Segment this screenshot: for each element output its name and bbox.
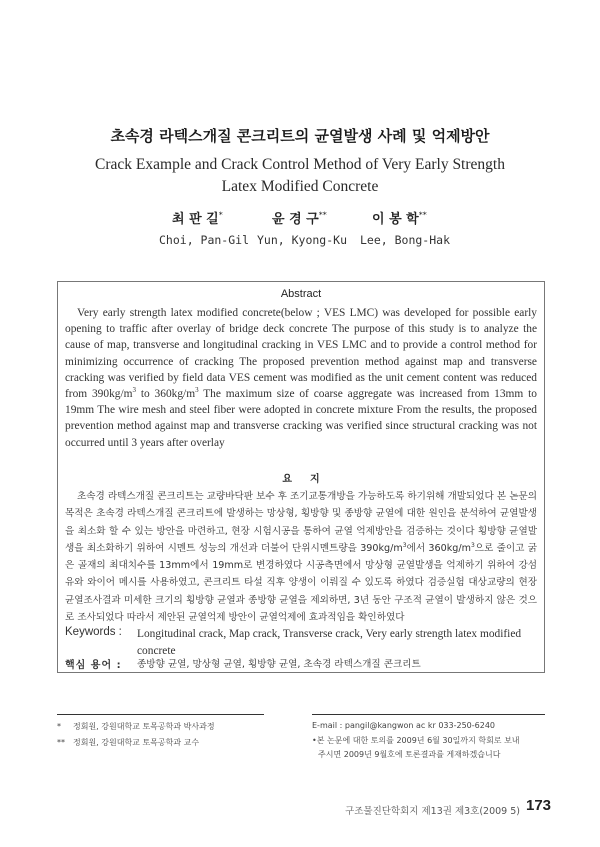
korean-abstract-body: 초속경 라텍스개질 콘크리트는 교량바닥판 보수 후 조기교통개방을 가능하도록 하기위해 개발되었다 본 논문의 목적은 초속경 라텍스개질 콘크리트에 발생하는 망상형, 횡방향 및 종방향 균열에 대한 원인을 분석하여 균열발생을 최소화 할 수 있는 방안을 마련하고, 현장 시험시공을 통하여 균열 억제방안을 검증하는 것이다 횡방향 균열발생을 최소화하기 위하여 시멘트 성능의 개선과 더불어 단위시멘트량을 $390kg/m^3$에서 $360kg/m^3$으로 줄이고 굵은 골재의 최대치수를 13mm에서 19mm로 변경하였다 시공측면에서 망상형 균열발생을 억제하기 위하여 강섬유와 와이어 메시를 사용하였고, 콘크리트 타설 직후 양생이 이뤄질 수 있도록 하였다 검증실험 대상교량의 현장 균열조사결과 미세한 크기의 횡방향 균열과 종방향 균열을 제외하면, 3년 동안 구조적 균열이 발생하지 않은 것으로 조사되었다 따라서 제안된 균열억제 방안이 균열억제에 효과적임을 확인하였다 — [65, 491, 537, 624]
contact-info — [312, 719, 548, 763]
keywords-label: Keywords : — [65, 626, 122, 638]
author-1-name-en: Choi, Pan-Gil — [159, 233, 250, 247]
keywords-korean — [65, 656, 537, 672]
author-3-name-en: Lee, Bong-Hak — [360, 233, 451, 247]
keywords-korean-text: 종방향 균열, 망상형 균열, 횡방향 균열, 초속경 라텍스개질 콘크리트 — [137, 659, 421, 670]
keywords-text: Longitudinal crack, Map crack, Transverse crack, Very early strength latex modified concrete — [137, 628, 522, 657]
footnotes — [57, 719, 215, 751]
author-2-name-ko: 윤 경 구** — [272, 210, 327, 227]
abstract-body: Very early strength latex modified concrete(below ; VES LMC) was developed for possible early opening to traffic after overlay of bridge deck concrete The purpose of this study is to analyze the cause of map, transverse and longitudinal cracking in VES LMC and to provide a control method for minimizing occurrence of cracking The proposed prevention method against map and transverse cracking was verified by field data VES cement was modified as the unit cement content was reduced from $390kg/m^3$ to $360kg/m^3$ The maximum size of coarse aggregate was increased from 13mm to 19mm The wire mesh and steel fiber were adopted in concrete mixture From the results, the proposed prevention method against map and transverse cracking was verified since structural cracking was not occurred until 3 years after overlay — [65, 307, 537, 449]
page-number: 173 — [526, 797, 552, 814]
title-korean: 초속경 라텍스개질 콘크리트의 균열발생 사례 및 억제방안 — [110, 127, 490, 145]
author-1-name-ko: 최 판 길* — [172, 210, 223, 227]
journal-citation: 구조물진단학회지 제13권 제3호(2009 5) — [345, 806, 520, 817]
author-2-name-en: Yun, Kyong-Ku — [257, 233, 348, 247]
footnote-divider-right — [312, 714, 545, 715]
korean-abstract-heading: 요지 — [282, 474, 338, 485]
title-english — [0, 154, 600, 198]
footnote-1: * 정회원, 강원대학교 토목공학과 박사과정 — [57, 722, 215, 731]
title-english-line-1: Crack Example and Crack Control Method of Very Early Strength — [95, 156, 505, 173]
abstract-heading: Abstract — [280, 288, 322, 300]
keywords-korean-label: 핵심 용어 : — [65, 660, 122, 671]
author-3-name-ko: 이 봉 학** — [372, 210, 427, 227]
discussion-note-line-1: •본 논문에 대한 토의를 2009년 6월 30일까지 학회로 보내 — [312, 735, 520, 745]
keywords — [65, 626, 537, 660]
footnote-divider-left — [57, 714, 264, 715]
discussion-note-line-2: 주시면 2009년 9월호에 토론결과를 게재하겠습니다 — [318, 750, 501, 759]
title-english-line-2: Latex Modified Concrete — [221, 178, 379, 195]
footnote-2: ** 정회원, 강원대학교 토목공학과 교수 — [57, 738, 200, 747]
email-line: E-mail : pangil@kangwon ac kr 033-250-6240 — [312, 721, 496, 730]
